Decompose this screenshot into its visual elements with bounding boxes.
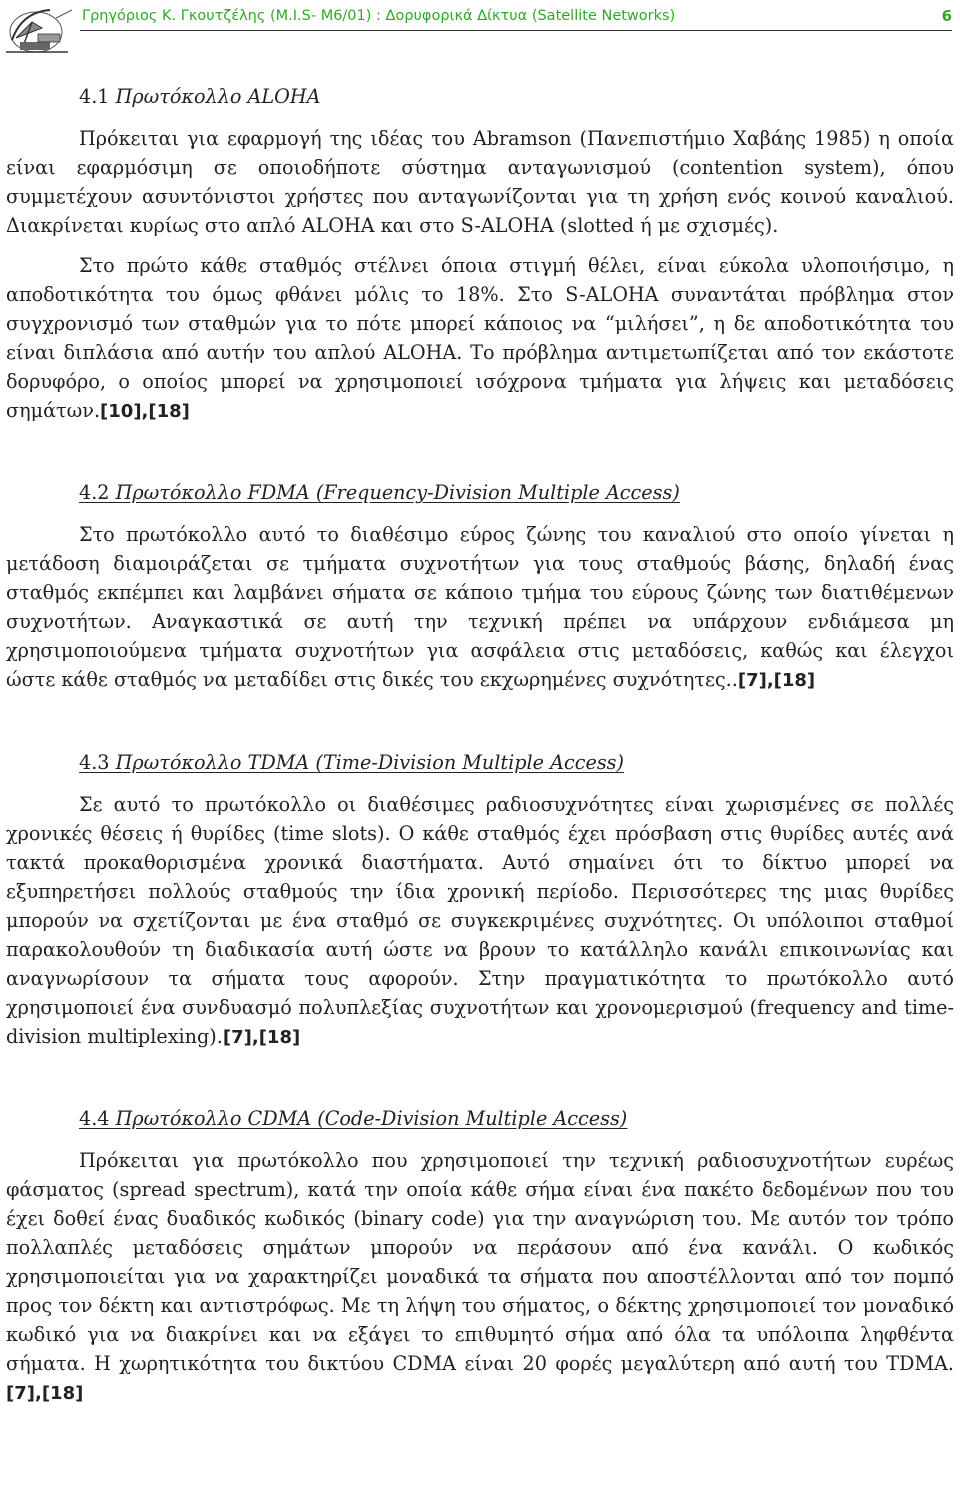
document-body bbox=[6, 82, 954, 1408]
heading-number: 4.3 bbox=[79, 751, 110, 774]
paragraph-text: Στο πρώτο κάθε σταθμός στέλνει όποια στιγμή θέλει, είναι εύκολα υλοποιήσιμο, η αποδοτικότητα του όμως φθάνει μόλις το 18%. Στο S-ALOHA συναντάται πρόβλημα στον συγχρονισμό των σταθμών για το πότε μπορεί κάποιος να “μιλήσει”, η δε αποδοτικότητα του είναι διπλάσια από αυτήν του απλού ALOHA. Το πρόβλημα αντιμετωπίζεται από τον εκάστοτε δορυφόρο, ο οποίος μπορεί να χρησιμοποιεί ισόχρονα τμήματα για λήψεις και μεταδόσεις σημάτων. bbox=[6, 254, 954, 422]
page-header bbox=[0, 0, 960, 44]
heading-text: Πρωτόκολλο CDMA (Code-Division Multiple Access) bbox=[109, 1107, 628, 1130]
heading-number: 4.2 bbox=[79, 481, 110, 504]
paragraph-text: Πρόκειται για εφαρμογή της ιδέας του Abramson (Πανεπιστήμιο Χαβάης 1985) η οποία είναι εφαρμόσιμη σε οποιοδήποτε σύστημα ανταγωνισμού (contention system), όπου συμμετέχουν ασυντόνιστοι χρήστες που ανταγωνίζονται για τη χρήση ενός κοινού καναλιού. Διακρίνεται κυρίως στο απλό ALOHA και στο S-ALOHA (slotted ή με σχισμές). bbox=[6, 127, 954, 237]
section-heading-tdma bbox=[6, 748, 954, 777]
paragraph bbox=[6, 520, 954, 695]
section-heading-cdma bbox=[6, 1104, 954, 1133]
paragraph bbox=[6, 251, 954, 426]
heading-number: 4.1 bbox=[79, 85, 110, 108]
section-heading-aloha bbox=[6, 82, 954, 111]
citation: [7],[18] bbox=[222, 1027, 301, 1048]
paragraph bbox=[6, 790, 954, 1052]
heading-text: Πρωτόκολλο FDMA (Frequency-Division Multiple Access) bbox=[109, 481, 680, 504]
heading-text: Πρωτόκολλο TDMA (Time-Division Multiple Access) bbox=[109, 751, 625, 774]
citation: [10],[18] bbox=[100, 401, 190, 422]
heading-text: Πρωτόκολλο ALOHA bbox=[109, 85, 321, 108]
header-rule bbox=[80, 30, 952, 31]
citation: [7],[18] bbox=[737, 670, 816, 691]
paragraph bbox=[6, 1146, 954, 1408]
citation: [7],[18] bbox=[6, 1383, 84, 1404]
section-heading-fdma bbox=[6, 478, 954, 507]
paragraph-text: Στο πρωτόκολλο αυτό το διαθέσιμο εύρος ζώνης του καναλιού στο οποίο γίνεται η μετάδοση διαμοιράζεται σε τμήματα συχνοτήτων για τους σταθμούς βάσης, δηλαδή ένας σταθμός εκπέμπει και λαμβάνει σήματα σε κάποιο τμήμα του εύρους ζώνης των διατιθέμενων συχνοτήτων. Αναγκαστικά σε αυτή την τεχνική πρέπει να υπάρχουν ενδιάμεσα μη χρησιμοποιούμενα τμήματα συχνοτήτων για ασφάλεια στις μεταδόσεις, καθώς και έλεγχοι ώστε κάθε σταθμός να μεταδίδει στις δικές του εκχωρημένες συχνότητες.. bbox=[6, 523, 954, 691]
satellite-dish-logo-icon bbox=[2, 4, 78, 60]
paragraph bbox=[6, 124, 954, 240]
header-title: Γρηγόριος Κ. Γκουτζέλης (Μ.Ι.S- Μ6/01) : Δορυφορικά Δίκτυα (Satellite Networks) bbox=[82, 8, 676, 24]
paragraph-text: Σε αυτό το πρωτόκολλο οι διαθέσιμες ραδιοσυχνότητες είναι χωρισμένες σε πολλές χρονικές θέσεις ή θυρίδες (time slots). Ο κάθε σταθμός έχει πρόσβαση στις θυρίδες αυτές ανά τακτά προκαθορισμένα χρονικά διαστήματα. Αυτό σημαίνει ότι το δίκτυο μπορεί να εξυπηρετήσει πολλούς σταθμούς την ίδια χρονική περίοδο. Περισσότερες της μιας θυρίδες μπορούν να σχετίζονται με ένα σταθμό σε συγκεκριμένες συχνότητες. Οι υπόλοιποι σταθμοί παρακολουθούν τη διαδικασία αυτή ώστε να βρουν το κατάλληλο κανάλι επικοινωνίας και αναγνωρίσουν τα σήματα τους αφορούν. Στην πραγματικότητα το πρωτόκολλο αυτό χρησιμοποιεί ένα συνδυασμό πολυπλεξίας συχνοτήτων και χρονομερισμού (frequency and time-division multiplexing). bbox=[6, 793, 954, 1048]
heading-number: 4.4 bbox=[79, 1107, 110, 1130]
paragraph-text: Πρόκειται για πρωτόκολλο που χρησιμοποιεί την τεχνική ραδιοσυχνοτήτων ευρέως φάσματος (spread spectrum), κατά την οποία κάθε σήμα είναι ένα πακέτο δεδομένων που του έχει δοθεί ένας δυαδικός κωδικός (binary code) για την αναγνώριση του. Με αυτόν τον τρόπο πολλαπλές μεταδόσεις σημάτων μπορούν να περάσουν από ένα κανάλι. Ο κωδικός χρησιμοποιείται για να χαρακτηρίζει μοναδικά τα σήματα που αποστέλλονται από τον πομπό προς τον δέκτη και αντιστρόφως. Με τη λήψη του σήματος, ο δέκτης χρησιμοποιεί τον μοναδικό κωδικό για να διακρίνει και να εξάγει το επιθυμητό σήμα από όλα τα υπόλοιπα ληφθέντα σήματα. Η χωρητικότητα του δικτύου CDMA είναι 20 φορές μεγαλύτερη από αυτή του TDMA. bbox=[6, 1149, 954, 1375]
page-number: 6 bbox=[941, 7, 952, 25]
